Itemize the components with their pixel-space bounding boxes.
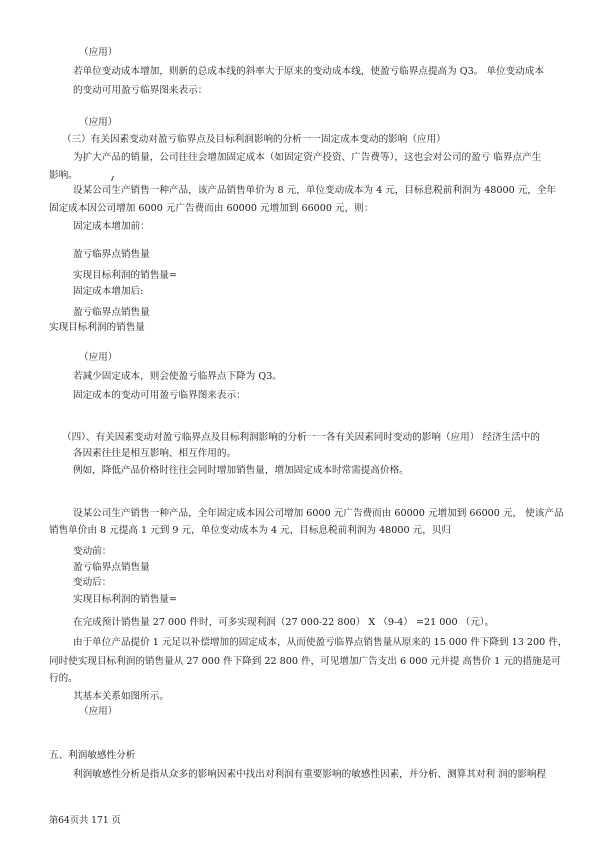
text-line: 若减少固定成本，则会使盈亏临界点下降为 Q3。	[73, 371, 282, 382]
page-footer: 第64页共 171 页	[49, 815, 121, 826]
text-line: 固定成本的变动可用盈亏临界图来表示：	[73, 390, 246, 401]
text-line: 固定成本因公司增加 6000 元广告费而由 60000 元增加到 66000 元，则：	[49, 203, 374, 214]
text-line: 实现目标利润的销售量=	[73, 270, 177, 281]
text-line: （四）、有关因素变动对盈亏临界点及目标利润影响的分析一一各有关因素同时变动的影响（应用） 经济生活中的	[62, 432, 540, 443]
text-line: （应用）	[79, 352, 118, 363]
text-line: 盈亏临界点销售量	[73, 249, 150, 260]
text-line: 实现目标利润的销售量=	[73, 594, 177, 605]
text-line: 设某公司生产销售一种产品，全年固定成本因公司增加 6000 元广告费而由 60000 元增加到 66000 元， 使该产品	[73, 508, 564, 519]
text-line: 影响。	[49, 170, 78, 181]
text-line: 销售单价由 8 元提高 1 元到 9 元，单位变动成本为 4 元，目标息税前利润为 48000 元，贝归	[49, 525, 452, 536]
text-line: 实现目标利润的销售量	[49, 322, 145, 333]
text-line: 在完成预计销售量 27 000 件时，可多实现利润（27 000-22 800） X （9-4） =21 000 （元）。	[73, 617, 495, 628]
text-line: 五、利润敏感性分析	[49, 750, 136, 761]
text-line: 由于单位产品提价 1 元足以补偿增加的固定成本，从而使盈亏临界点销售量从原来的 15 000 件下降到 13 200 件，	[73, 637, 568, 648]
text-line: 设某公司生产销售一种产品，该产品销售单价为 8 元，单位变动成本为 4 元，目标息税前利润为 48000 元，全年	[73, 185, 557, 196]
text-line: 各因素往往是相互影响、相互作用的。	[73, 448, 237, 459]
text-line: 盈亏临界点销售量	[73, 562, 150, 573]
text-line: 为扩大产品的销量，公司往往会增加固定成本（如固定资产投资、广告费等），这也会对公司的盈亏 临界点产生	[73, 152, 542, 163]
text-line: （应用）	[79, 706, 118, 717]
text-line: 行的。	[49, 673, 78, 684]
text-line: 其基本关系如图所示。	[73, 691, 169, 702]
stray-mark	[111, 176, 117, 181]
text-line: 盈亏临界点销售量	[73, 307, 150, 318]
text-line: 的变动可用盈亏临界图来表示：	[73, 85, 208, 96]
text-line: 固定成本增加前：	[73, 221, 150, 232]
text-line: 变动后：	[73, 577, 112, 588]
text-line: （三）有关因素变动对盈亏临界点及目标利润影响的分析一一固定成本变动的影响（应用）	[62, 134, 446, 145]
text-line: 变动前：	[73, 546, 112, 557]
text-line: 若单位变动成本增加，则新的总成本线的斜率大于原来的变动成本线，使盈亏临界点提高为 Q3。 单位变动成本	[73, 66, 544, 77]
text-line: 固定成本增加后:	[73, 286, 144, 297]
text-line: 例如，降低产品价格时往往会同时增加销售量，增加固定成本时常需提高价格。	[73, 465, 409, 476]
text-line: （应用）	[79, 117, 118, 128]
text-line: （应用）	[79, 47, 118, 58]
text-line: 利润敏感性分析是指从众多的影响因素中找出对利润有重要影响的敏感性因素，并分析、测算其对利 润的影响程	[73, 769, 547, 780]
text-line: 同时使实现目标利润的销售量从 27 000 件下降到 22 800 件，可见增加广告支出 6 000 元并提 高售价 1 元的措施是可	[49, 656, 561, 667]
